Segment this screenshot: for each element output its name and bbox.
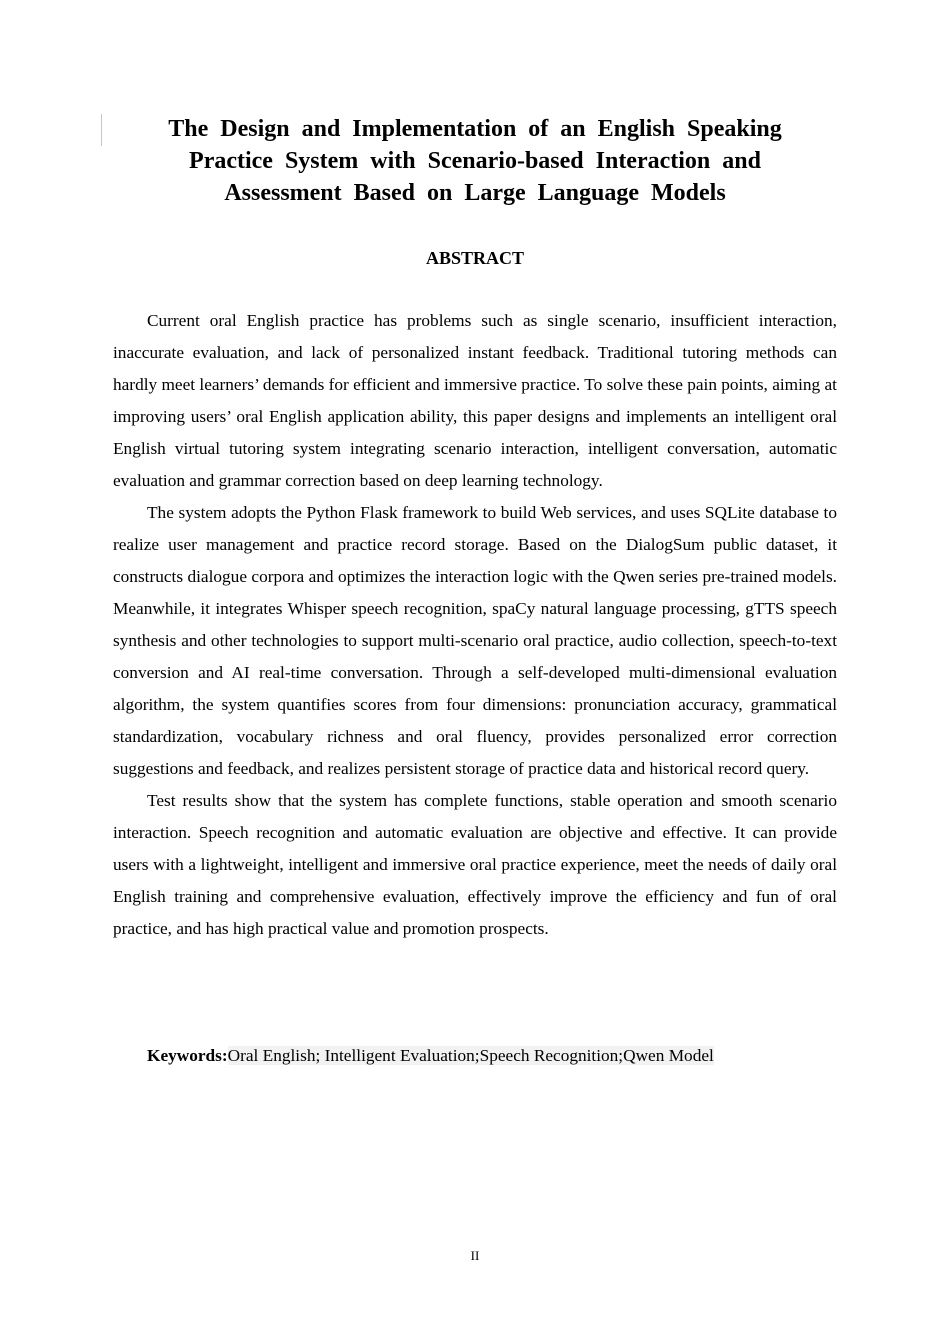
- keywords-label: Keywords:: [147, 1046, 228, 1065]
- keywords-line: [147, 1041, 714, 1071]
- margin-cursor-mark: [101, 114, 102, 146]
- keywords-value: Oral English; Intelligent Evaluation;Speech Recognition;Qwen Model: [227, 1046, 714, 1065]
- title-line-3: Assessment Based on Large Language Models: [224, 180, 726, 206]
- abstract-body: [113, 305, 837, 945]
- title-line-2: Practice System with Scenario-based Interaction and: [189, 148, 761, 174]
- abstract-paragraph-2: The system adopts the Python Flask framework to build Web services, and uses SQLite database to realize user management and practice record storage. Based on the DialogSum public dataset, it constructs dialogue corpora and optimizes the interaction logic with the Qwen series pre-trained models. Meanwhile, it integrates Whisper speech recognition, spaCy natural language processing, gTTS speech synthesis and other technologies to support multi-scenario oral practice, audio collection, speech-to-text conversion and AI real-time conversation. Through a self-developed multi-dimensional evaluation algorithm, the system quantifies scores from four dimensions: pronunciation accuracy, grammatical standardization, vocabulary richness and oral fluency, provides personalized error correction suggestions and feedback, and realizes persistent storage of practice data and historical record query.: [113, 503, 837, 778]
- page-number: II: [470, 1248, 480, 1263]
- abstract-paragraph-1: Current oral English practice has problems such as single scenario, insufficient interaction, inaccurate evaluation, and lack of personalized instant feedback. Traditional tutoring methods can hardly meet learners’ demands for efficient and immersive practice. To solve these pain points, aiming at improving users’ oral English application ability, this paper designs and implements an intelligent oral English virtual tutoring system integrating scenario interaction, intelligent conversation, automatic evaluation and grammar correction based on deep learning technology.: [113, 311, 837, 490]
- abstract-paragraph-3: Test results show that the system has complete functions, stable operation and smooth scenario interaction. Speech recognition and automatic evaluation are objective and effective. It can provide users with a lightweight, intelligent and immersive oral practice experience, meet the needs of daily oral English training and comprehensive evaluation, effectively improve the efficiency and fun of oral practice, and has high practical value and promotion prospects.: [113, 791, 837, 938]
- paper-title: [120, 113, 830, 209]
- title-line-1: The Design and Implementation of an English Speaking: [168, 116, 782, 142]
- abstract-heading: ABSTRACT: [425, 248, 525, 268]
